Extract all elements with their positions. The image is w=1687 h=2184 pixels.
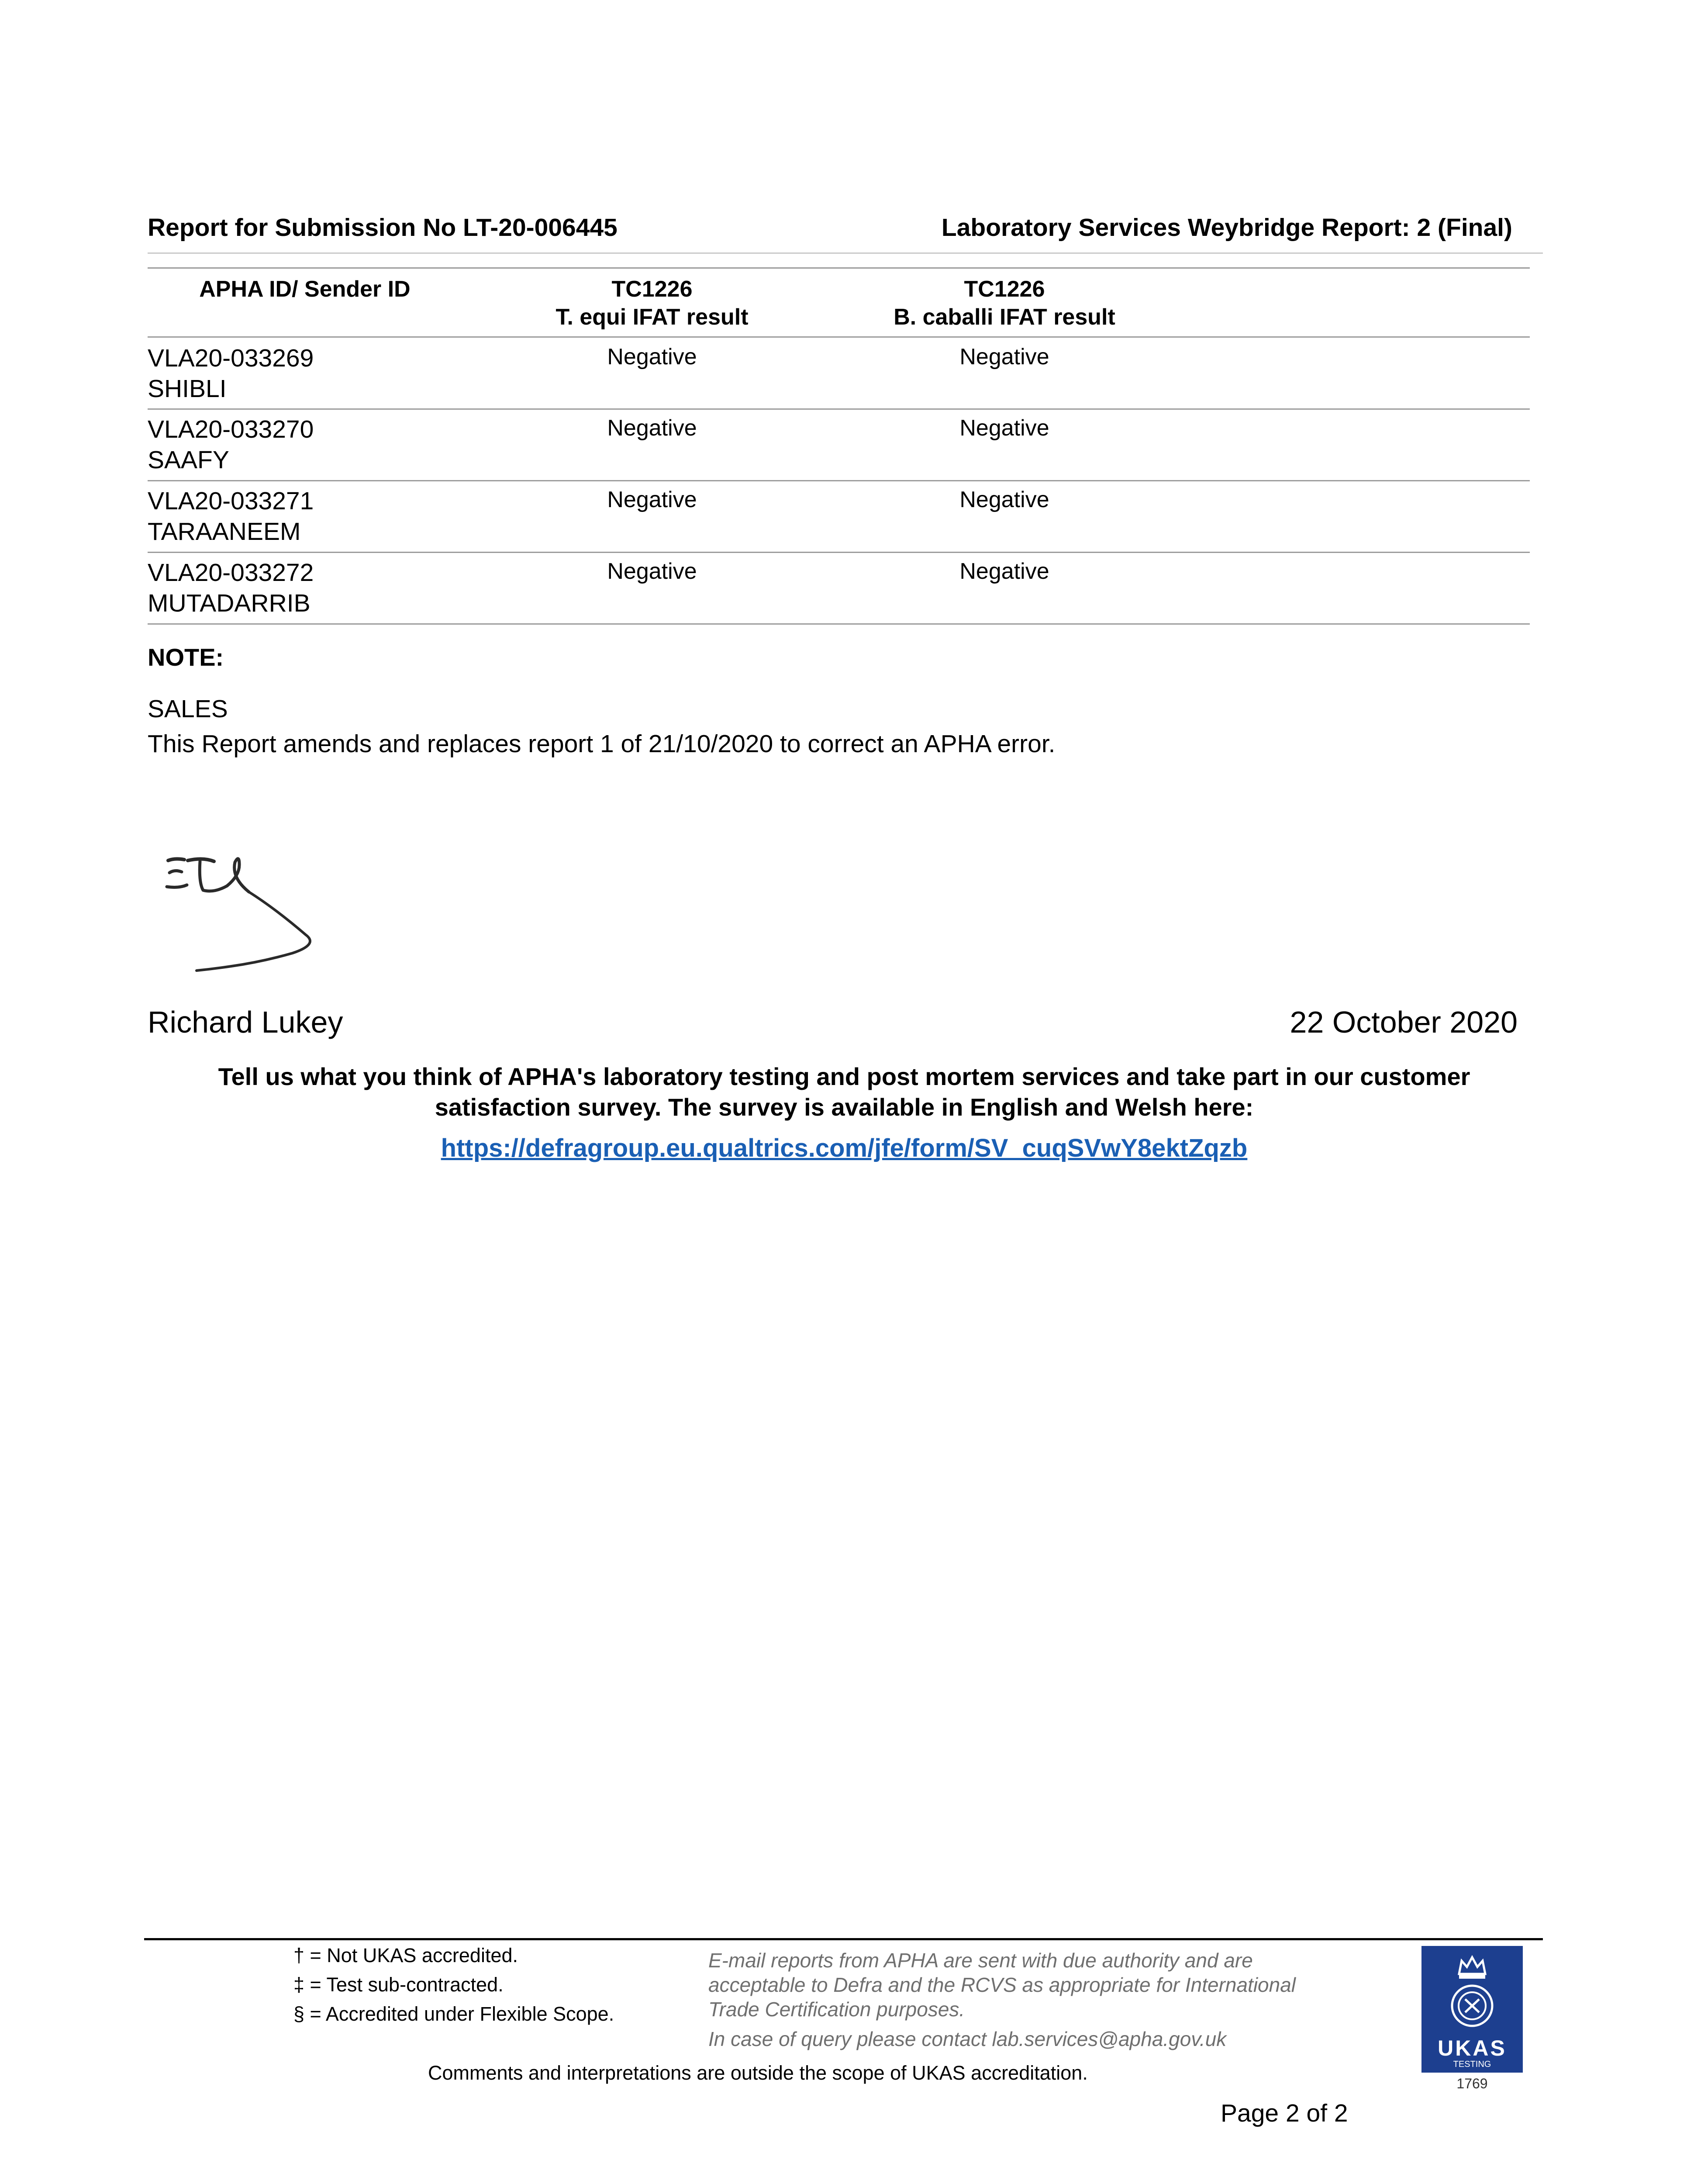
b-caballi-result: Negative bbox=[959, 559, 1049, 584]
report-title: Laboratory Services Weybridge Report: 2 (Final) bbox=[941, 214, 1512, 242]
header-rule bbox=[148, 252, 1543, 254]
email-note: E-mail reports from APHA are sent with due authority and are acceptable to Defra and the RCVS as appropriate for International Trade Certification purposes. bbox=[708, 1949, 1296, 2021]
survey-text: Tell us what you think of APHA's laboratory testing and post mortem services and take part in our customer satisfaction survey. The survey is available in English and Welsh here: bbox=[218, 1063, 1470, 1121]
column-header-b-caballi: TC1226 B. caballi IFAT result bbox=[894, 276, 1115, 330]
t-equi-result: Negative bbox=[607, 487, 697, 512]
sample-id: VLA20-033269 bbox=[148, 344, 314, 372]
sender-id: SHIBLI bbox=[148, 375, 227, 403]
sample-id: VLA20-033271 bbox=[148, 487, 314, 515]
t-equi-result: Negative bbox=[607, 415, 697, 441]
survey-link-wrap bbox=[148, 1133, 1541, 1163]
row-rule bbox=[148, 480, 1530, 481]
ukas-subtitle: TESTING bbox=[1453, 2060, 1491, 2069]
crown-icon bbox=[1421, 1946, 1523, 1985]
b-caballi-result: Negative bbox=[959, 487, 1049, 512]
signature-date: 22 October 2020 bbox=[1290, 1005, 1518, 1039]
b-caballi-result: Negative bbox=[959, 344, 1049, 370]
table-row-id bbox=[148, 486, 314, 547]
table-header-rule bbox=[148, 336, 1530, 338]
table-row-id bbox=[148, 557, 314, 619]
sender-id: SAAFY bbox=[148, 446, 229, 474]
sender-id: TARAANEEM bbox=[148, 518, 301, 546]
t-equi-result: Negative bbox=[607, 559, 697, 584]
page-number: Page 2 of 2 bbox=[1221, 2099, 1348, 2127]
column-header-id: APHA ID/ Sender ID bbox=[199, 276, 411, 302]
note-sales: SALES bbox=[148, 695, 228, 723]
ukas-logo bbox=[1421, 1946, 1523, 2073]
legend-not-accredited: † = Not UKAS accredited. bbox=[293, 1944, 518, 1966]
footer-legend bbox=[293, 1941, 614, 2028]
note-amendment: This Report amends and replaces report 1 of 21/10/2020 to correct an APHA error. bbox=[148, 730, 1056, 758]
note-heading: NOTE: bbox=[148, 643, 224, 671]
table-row-id bbox=[148, 343, 314, 404]
footer-rule bbox=[144, 1938, 1543, 1940]
sample-id: VLA20-033272 bbox=[148, 559, 314, 587]
signatory-name: Richard Lukey bbox=[148, 1005, 343, 1039]
survey-link[interactable]: https://defragroup.eu.qualtrics.com/jfe/form/SV_cuqSVwY8ektZqzb bbox=[441, 1134, 1248, 1162]
b-caballi-result: Negative bbox=[959, 415, 1049, 441]
t-equi-result: Negative bbox=[607, 344, 697, 370]
ukas-wordmark: UKAS bbox=[1438, 2036, 1507, 2060]
query-contact: In case of query please contact lab.services@apha.gov.uk bbox=[708, 2028, 1227, 2050]
row-rule bbox=[148, 623, 1530, 625]
signature-image bbox=[162, 852, 389, 1000]
column-header-t-equi: TC1226 T. equi IFAT result bbox=[555, 276, 749, 330]
sample-id: VLA20-033270 bbox=[148, 415, 314, 443]
ukas-comments: Comments and interpretations are outside the scope of UKAS accreditation. bbox=[428, 2062, 1088, 2084]
submission-title: Report for Submission No LT-20-006445 bbox=[148, 214, 618, 242]
legend-flexible-scope: § = Accredited under Flexible Scope. bbox=[293, 2003, 614, 2025]
legend-sub-contracted: ‡ = Test sub-contracted. bbox=[293, 1973, 504, 1996]
row-rule bbox=[148, 408, 1530, 410]
row-rule bbox=[148, 552, 1530, 553]
ukas-emblem-icon bbox=[1421, 1982, 1523, 2034]
table-top-rule bbox=[148, 267, 1530, 269]
sender-id: MUTADARRIB bbox=[148, 589, 310, 617]
ukas-number: 1769 bbox=[1456, 2076, 1488, 2091]
table-row-id bbox=[148, 414, 314, 475]
